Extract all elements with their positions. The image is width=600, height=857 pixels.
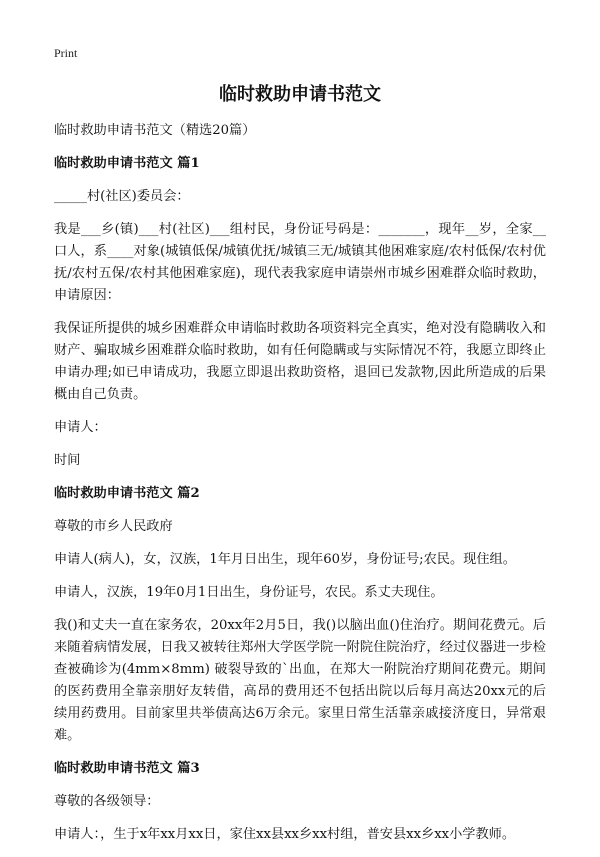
paragraph: 申请人(病人)，女，汉族，1年月日出生，现年60岁，身份证号;农民。现住组。: [54, 552, 516, 567]
paragraph: 我保证所提供的城乡困难群众申请临时救助各项资料完全真实，绝对没有隐瞒收入和财产、骗取城乡困难群众临时救助，如有任何隐瞒或与实际情况不符，我愿立即终止申请办理;如已申请成功，我愿立即退出救助资格，退回已发款物,因此所造成的后果概由自己负责。: [54, 321, 546, 402]
document-subtitle: 临时救助申请书范文（精选20篇）: [54, 123, 256, 138]
paragraph: 时间: [54, 453, 81, 468]
paragraph: 我()和丈夫一直在家务农，20xx年2月5日，我()以脑出血()住治疗。期间花费元。后来随着病情发展，日我又被转往郑州大学医学院一附院住院治疗，经过仪器进一步检查被确诊为(4mm×8mm) 破裂导致的`出血，在郑大一附院治疗期间花费元。期间的医药费用全靠亲朋好友转借，高昂的费用还不包括出院以后每月高达20xx元的后续用药费用。目前家里共举债高达6万余元。家里日常生活靠亲戚接济度日，异常艰难。: [54, 618, 546, 743]
paragraph: 申请人：: [54, 420, 107, 435]
section-heading: 临时救助申请书范文 篇3: [54, 761, 200, 776]
section-2: [54, 483, 546, 747]
section-3: [54, 758, 546, 846]
section-heading: 临时救助申请书范文 篇2: [54, 486, 200, 501]
document-title: 临时救助申请书范文: [219, 84, 381, 105]
document-body: [54, 120, 546, 857]
paragraph: 申请人：，生于x年xx月xx日，家住xx县xx乡xx村组，普安县xx乡xx小学教师。: [54, 827, 516, 842]
print-link[interactable]: Print: [54, 46, 78, 60]
paragraph: 尊敬的各级领导：: [54, 794, 160, 809]
section-heading: 临时救助申请书范文 篇1: [54, 156, 200, 171]
paragraph: _____村(社区)委员会：: [54, 189, 190, 204]
paragraph: 申请人，汉族，19年0月1日出生，身份证号，农民。系丈夫现住。: [54, 585, 444, 600]
paragraph: 我是___乡(镇)___村(社区)___组村民，身份证号码是：_______，现年__岁，全家__口人，系____对象(城镇低保/城镇优抚/城镇三无/城镇其他困难家庭/农村低保/农村优抚/农村五保/农村其他困难家庭)，现代表我家庭申请崇州市城乡困难群众临时救助，申请原因：: [54, 222, 546, 303]
paragraph: 尊敬的市乡人民政府: [54, 519, 173, 534]
section-1: [54, 153, 546, 472]
